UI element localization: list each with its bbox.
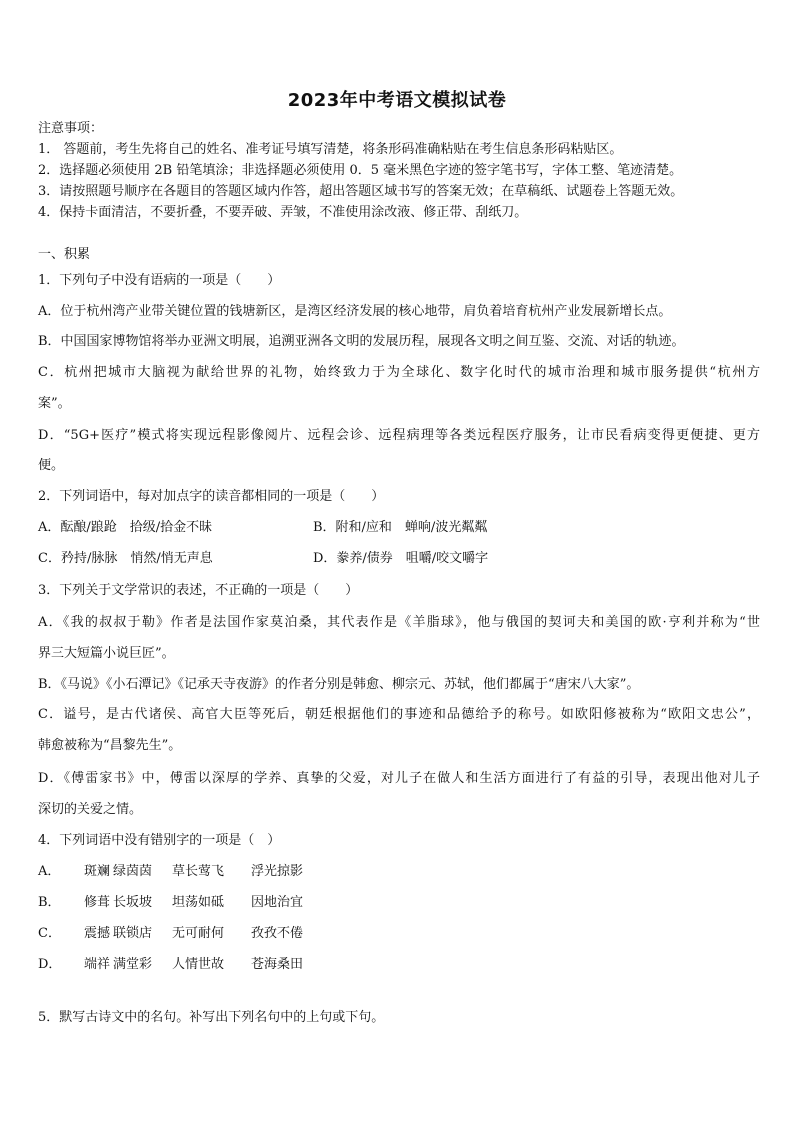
- q4-word: 满堂彩: [113, 957, 153, 972]
- q4-word: 长坂坡: [113, 895, 153, 910]
- q4-stem: 4．下列词语中没有错别字的一项是（ ）: [38, 833, 281, 848]
- q3-option-d-line1: D．《傅雷家书》中，傅雷以深厚的学养、真挚的父爱，对儿子在做人和生活方面进行了有益的引导，表现出他对儿子: [38, 771, 760, 786]
- q3-option-b: B．《马说》《小石潭记》《记承天寺夜游》的作者分别是韩愈、柳宗元、苏轼，他们都属于“唐宋八大家”。: [38, 677, 640, 692]
- q1-option-d-line2: 便。: [38, 458, 65, 473]
- q4-word: 人情世故: [172, 957, 225, 972]
- q4-word: 斑斓: [84, 864, 111, 879]
- q3-option-c-line2: 韩愈被称为“昌黎先生”。: [38, 738, 182, 753]
- q4-word: 草长莺飞: [172, 864, 225, 879]
- q3-option-a-line2: 界三大短篇小说巨匠”。: [38, 646, 175, 661]
- notice-heading: 注意事项：: [38, 121, 104, 136]
- q1-option-a: A．位于杭州湾产业带关键位置的钱塘新区，是湾区经济发展的核心地带，肩负着培育杭州产业发展新增长点。: [38, 304, 672, 319]
- q4-option-label: D．: [38, 957, 62, 972]
- q2-option-b: B．附和/应和 蝉响/波光粼粼: [313, 520, 488, 535]
- q2-stem: 2．下列词语中，每对加点字的读音都相同的一项是（ ）: [38, 489, 385, 504]
- q1-option-b: B．中国国家博物馆将举办亚洲文明展，追溯亚洲各文明的发展历程，展现各文明之间互鉴、交流、对话的轨迹。: [38, 334, 685, 349]
- q3-stem: 3．下列关于文学常识的表述，不正确的一项是（ ）: [38, 583, 359, 598]
- notice-item-1: 1． 答题前，考生先将自己的姓名、准考证号填写清楚，将条形码准确粘贴在考生信息条形码粘贴区。: [38, 142, 623, 157]
- q4-word: 震撼: [84, 926, 111, 941]
- q2-option-d: D．豢养/债券 咀嚼/咬文嚼字: [313, 551, 489, 566]
- q4-word: 联锁店: [113, 926, 153, 941]
- q3-option-c-line1: C．谥号，是古代诸侯、高官大臣等死后，朝廷根据他们的事迹和品德给予的称号。如欧阳修被称为“欧阳文忠公”，: [38, 707, 760, 722]
- q2-option-a: A．酝酿/踉跄 拾级/拾金不昧: [38, 520, 213, 535]
- q1-option-c-line2: 案”。: [38, 396, 71, 411]
- section-heading: 一、积累: [38, 247, 91, 262]
- q4-word: 浮光掠影: [251, 864, 304, 879]
- q4-option-label: A．: [38, 864, 61, 879]
- q2-option-c: C．矜持/脉脉 悄然/悄无声息: [38, 551, 213, 566]
- q1-option-c-line1: C．杭州把城市大脑视为献给世界的礼物，始终致力于为全球化、数字化时代的城市治理和城市服务提供“杭州方: [38, 365, 760, 380]
- q1-stem: 1．下列句子中没有语病的一项是（ ）: [38, 273, 281, 288]
- q4-word: 孜孜不倦: [251, 926, 304, 941]
- q5-stem: 5．默写古诗文中的名句。补写出下列名句中的上句或下句。: [38, 1010, 385, 1025]
- q4-option-label: B．: [38, 895, 61, 910]
- notice-item-3: 3．请按照题号顺序在各题目的答题区域内作答，超出答题区域书写的答案无效；在草稿纸、试题卷上答题无效。: [38, 184, 684, 199]
- q4-word: 坦荡如砥: [172, 895, 225, 910]
- exam-title: 2023年中考语文模拟试卷: [287, 90, 507, 111]
- q3-option-a-line1: A．《我的叔叔于勒》作者是法国作家莫泊桑，其代表作是《羊脂球》，他与俄国的契诃夫和美国的欧·亨利并称为“世: [38, 615, 760, 630]
- q3-option-d-line2: 深切的关爱之情。: [38, 802, 143, 817]
- notice-item-4: 4．保持卡面清洁，不要折叠，不要弄破、弄皱，不准使用涂改液、修正带、刮纸刀。: [38, 205, 528, 220]
- q4-word: 无可耐何: [172, 926, 225, 941]
- q4-word: 端祥: [84, 957, 111, 972]
- q4-word: 因地治宜: [251, 895, 304, 910]
- q4-word: 修葺: [84, 895, 111, 910]
- notice-item-2: 2．选择题必须使用 2B 铅笔填涂；非选择题必须使用 0．5 毫米黑色字迹的签字笔书写，字体工整、笔迹清楚。: [38, 163, 683, 178]
- q1-option-d-line1: D．“5G+医疗”模式将实现远程影像阅片、远程会诊、远程病理等各类远程医疗服务，让市民看病变得更便捷、更方: [38, 428, 760, 443]
- q4-word: 绿茵茵: [113, 864, 153, 879]
- q4-option-label: C．: [38, 926, 61, 941]
- q4-word: 苍海桑田: [251, 957, 304, 972]
